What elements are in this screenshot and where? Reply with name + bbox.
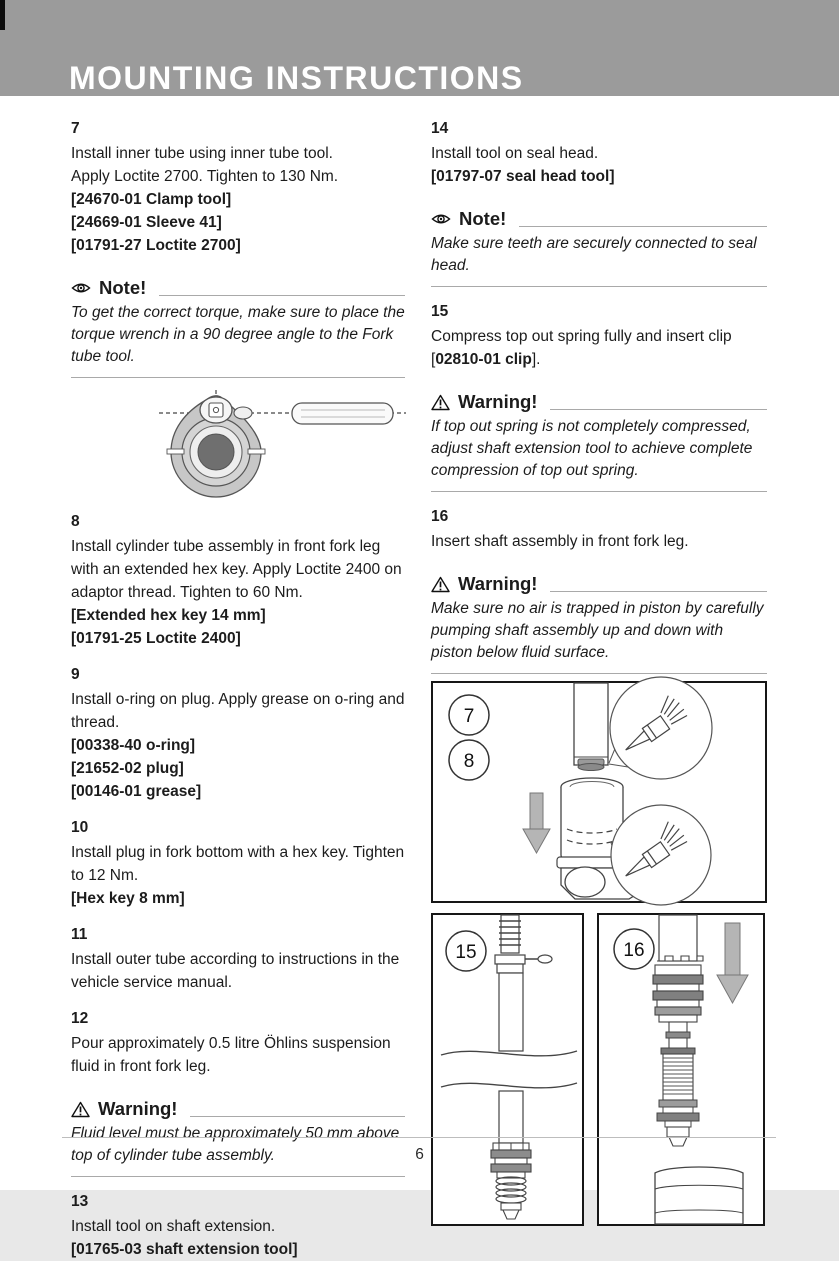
figure-callout-7: 7 xyxy=(463,706,475,727)
torque-wrench-drawing xyxy=(109,386,409,492)
figure-callout-15: 15 xyxy=(455,942,477,963)
step-number: 16 xyxy=(431,508,449,525)
right-column xyxy=(431,112,767,1261)
warning-label: Warning! xyxy=(458,391,538,412)
torque-wrench-figure xyxy=(109,386,405,497)
step-text: Compress top out spring fully and insert clip xyxy=(431,328,732,345)
step-block xyxy=(71,664,405,803)
eye-icon xyxy=(431,212,451,226)
tool-reference: [01791-25 Loctite 2400] xyxy=(71,630,241,647)
step-number: 14 xyxy=(431,120,449,137)
step-block xyxy=(71,817,405,910)
tool-reference: [Hex key 8 mm] xyxy=(71,890,185,907)
tool-reference: [21652-02 plug] xyxy=(71,760,184,777)
warning-text: If top out spring is not completely compressed, adjust shaft extension tool to achieve complete compression of top out spring. xyxy=(431,416,767,492)
heading-rule xyxy=(550,591,767,592)
tool-reference: [00146-01 grease] xyxy=(71,783,202,800)
bracket-open: [ xyxy=(431,351,436,368)
note-heading xyxy=(71,276,405,300)
note-label: Note! xyxy=(99,277,147,298)
figure-insert-shaft xyxy=(597,913,765,1226)
step-text: Apply Loctite 2700. Tighten to 130 Nm. xyxy=(71,168,339,185)
step-block xyxy=(431,118,767,188)
step-block xyxy=(71,924,405,994)
step-text: Install plug in fork bottom with a hex key. Tighten to 12 Nm. xyxy=(71,844,405,884)
content-area xyxy=(0,96,767,1261)
tool-reference: [01765-03 shaft extension tool] xyxy=(71,1241,298,1258)
figure-row xyxy=(431,913,767,1226)
step-number: 8 xyxy=(71,513,80,530)
tool-reference: [00338-40 o-ring] xyxy=(71,737,196,754)
step-text: Install tool on shaft extension. xyxy=(71,1218,276,1235)
step-number: 12 xyxy=(71,1010,89,1027)
step-number: 10 xyxy=(71,819,89,836)
note-text: To get the correct torque, make sure to place the torque wrench in a 90 degree angle to the Fork tube tool. xyxy=(71,302,405,378)
step-number: 11 xyxy=(71,926,88,943)
step-number: 13 xyxy=(71,1193,89,1210)
warning-callout xyxy=(431,572,767,674)
tool-reference: [24670-01 Clamp tool] xyxy=(71,191,232,208)
step-block xyxy=(431,506,767,553)
heading-rule xyxy=(190,1116,405,1117)
step-number: 15 xyxy=(431,303,449,320)
heading-rule xyxy=(550,409,767,410)
figure-compress-spring-clip xyxy=(431,913,584,1226)
page-header xyxy=(0,0,839,96)
figure-callout-8: 8 xyxy=(463,751,475,772)
step-block xyxy=(71,511,405,650)
bracket-close: ]. xyxy=(531,351,541,368)
tool-reference xyxy=(431,348,767,371)
step-block xyxy=(71,118,405,257)
scan-edge-artifact xyxy=(0,0,5,30)
figure-insert-cylinder xyxy=(431,681,767,903)
tool-reference: [01797-07 seal head tool] xyxy=(431,168,615,185)
tool-reference: [Extended hex key 14 mm] xyxy=(71,607,266,624)
warning-heading xyxy=(71,1097,405,1121)
eye-icon xyxy=(71,281,91,295)
step-block xyxy=(431,301,767,371)
step-text: Install outer tube according to instructions in the vehicle service manual. xyxy=(71,951,400,991)
left-column xyxy=(71,112,405,1261)
step-number: 7 xyxy=(71,120,80,137)
heading-rule xyxy=(519,226,767,227)
footer-divider xyxy=(62,1137,776,1138)
figure-callout-16: 16 xyxy=(623,940,645,961)
step-text: Pour approximately 0.5 litre Öhlins suspension fluid in front fork leg. xyxy=(71,1035,391,1075)
warning-triangle-icon xyxy=(71,1101,90,1118)
step-block xyxy=(71,1008,405,1078)
step-text: Install o-ring on plug. Apply grease on o-ring and thread. xyxy=(71,691,405,731)
warning-triangle-icon xyxy=(431,394,450,411)
warning-label: Warning! xyxy=(98,1098,178,1119)
page-title: MOUNTING INSTRUCTIONS xyxy=(69,60,524,96)
warning-triangle-icon xyxy=(431,576,450,593)
warning-heading xyxy=(431,572,767,596)
note-label: Note! xyxy=(459,208,507,229)
step-text: Install inner tube using inner tube tool. xyxy=(71,145,333,162)
heading-rule xyxy=(159,295,405,296)
warning-callout xyxy=(431,390,767,492)
step-number: 9 xyxy=(71,666,80,683)
step-block xyxy=(71,1191,405,1261)
note-callout xyxy=(431,207,767,287)
note-callout xyxy=(71,276,405,378)
warning-text: Fluid level must be approximately 50 mm above top of cylinder tube assembly. xyxy=(71,1123,405,1177)
page-number: 6 xyxy=(415,1146,424,1163)
tool-code: 02810-01 clip xyxy=(435,351,532,368)
step-text: Install cylinder tube assembly in front fork leg with an extended hex key. Apply Loctite 2400 on adaptor thread. Tighten to 60 Nm. xyxy=(71,538,402,601)
step-text: Install tool on seal head. xyxy=(431,145,599,162)
warning-text: Make sure no air is trapped in piston by carefully pumping shaft assembly up and down with piston below fluid surface. xyxy=(431,598,767,674)
note-heading xyxy=(431,207,767,231)
tool-reference: [24669-01 Sleeve 41] xyxy=(71,214,222,231)
note-text: Make sure teeth are securely connected to seal head. xyxy=(431,233,767,287)
warning-heading xyxy=(431,390,767,414)
warning-label: Warning! xyxy=(458,573,538,594)
tool-reference: [01791-27 Loctite 2700] xyxy=(71,237,241,254)
step-text: Insert shaft assembly in front fork leg. xyxy=(431,533,689,550)
